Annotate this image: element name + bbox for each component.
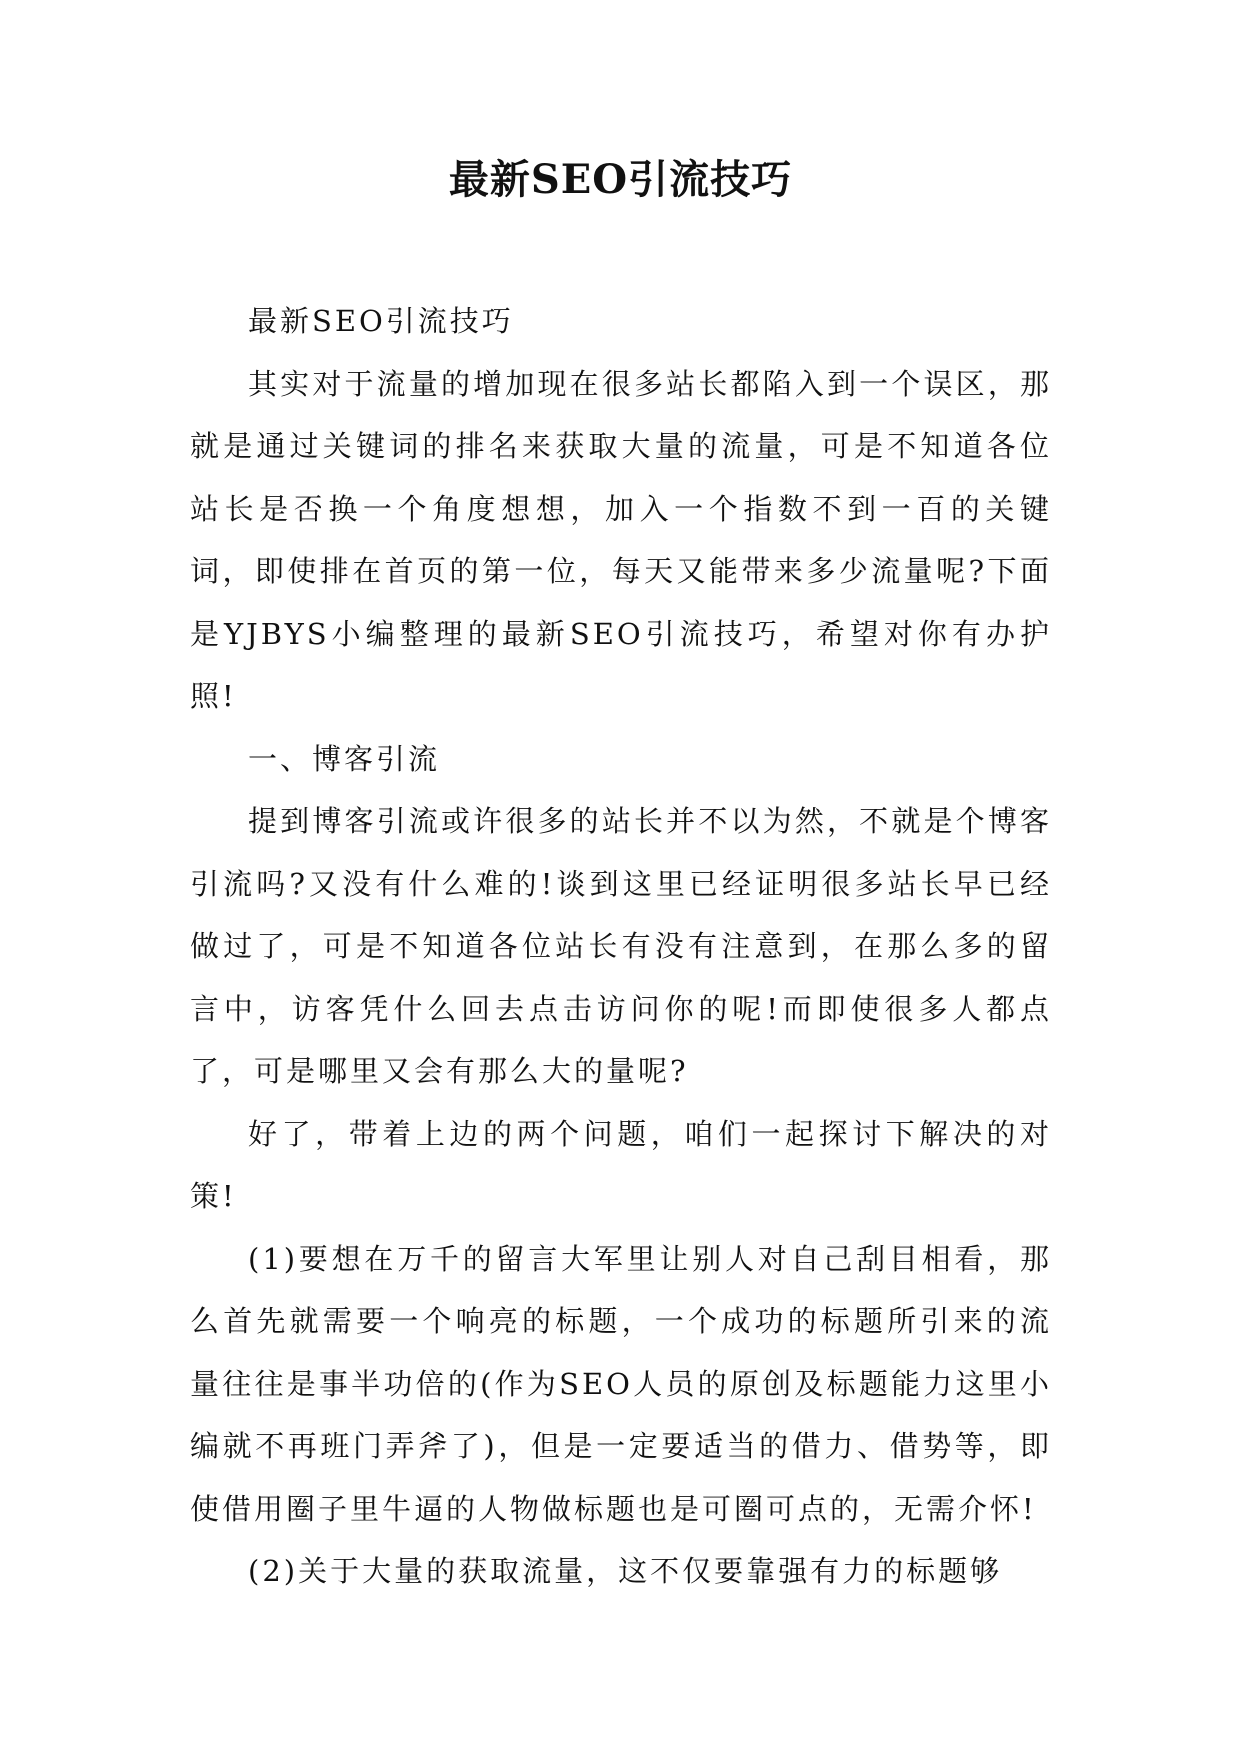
paragraph-point-2: (2)关于大量的获取流量，这不仅要靠强有力的标题够 [248, 1554, 1003, 1588]
paragraph-subtitle: 最新SEO引流技巧 [248, 304, 514, 338]
document-body [190, 290, 1052, 1603]
paragraph-strategy: 好了，带着上边的两个问题，咱们一起探讨下解决的对策! [190, 1116, 1052, 1213]
paragraph-blog: 提到博客引流或许很多的站长并不以为然，不就是个博客引流吗?又没有什么难的!谈到这里已经证明很多站长早已经做过了，可是不知道各位站长有没有注意到，在那么多的留言中，访客凭什么回去点击访问你的呢!而即使很多人都点了，可是哪里又会有那么大的量呢? [190, 804, 1052, 1088]
section-heading-blog: 一、博客引流 [248, 741, 441, 776]
document-title: 最新SEO引流技巧 [448, 156, 793, 203]
paragraph-point-1: (1)要想在万千的留言大军里让别人对自己刮目相看，那么首先就需要一个响亮的标题，一个成功的标题所引来的流量往往是事半功倍的(作为SEO人员的原创及标题能力这里小编就不再班门弄斧了)，但是一定要适当的借力、借势等，即使借用圈子里牛逼的人物做标题也是可圈可点的，无需介怀! [190, 1241, 1052, 1526]
paragraph-intro: 其实对于流量的增加现在很多站长都陷入到一个误区，那就是通过关键词的排名来获取大量的流量，可是不知道各位站长是否换一个角度想想，加入一个指数不到一百的关键词，即使排在首页的第一位，每天又能带来多少流量呢?下面是YJBYS小编整理的最新SEO引流技巧，希望对你有办护照! [190, 366, 1052, 713]
